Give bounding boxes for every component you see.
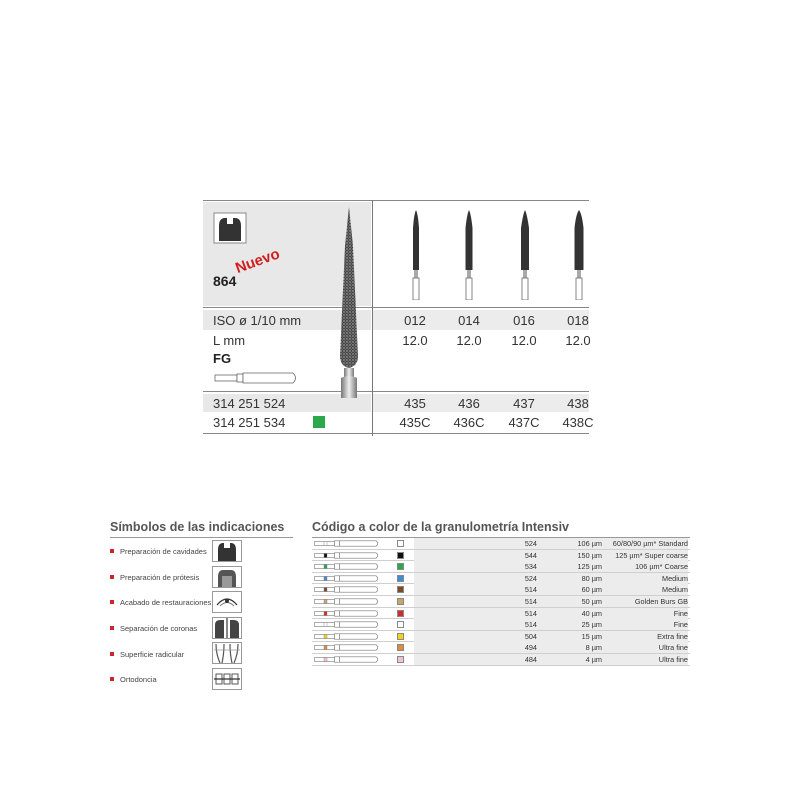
indication-item [110, 541, 207, 561]
grit-ring [324, 542, 327, 546]
indications-title: Símbolos de las indicaciones [110, 520, 285, 534]
grit-color-swatch [397, 563, 404, 570]
indication-item [110, 592, 211, 612]
grit-size: 125 µm [577, 562, 602, 572]
grit-description: Ultra fine [658, 654, 688, 664]
grit-description: 125 µm* Super coarse [615, 550, 688, 560]
crown-separation-icon [212, 617, 242, 639]
grit-description: 106 µm* Coarse [635, 562, 688, 572]
order-number: 314 251 534 [213, 415, 286, 430]
grit-description: Ultra fine [658, 643, 688, 653]
bur-shank-icon [314, 610, 380, 617]
indication-label: Superficie radicular [120, 649, 185, 659]
grit-size: 106 µm [577, 539, 602, 548]
grit-row [312, 538, 690, 550]
bullet-icon [110, 600, 114, 604]
grit-row [312, 631, 690, 643]
indication-item [110, 644, 184, 664]
grit-code: 484 [524, 654, 537, 664]
grit-ring [324, 657, 327, 661]
spec-cell: 12.0 [456, 333, 482, 348]
grit-ring [324, 565, 327, 569]
card-divider [372, 200, 373, 436]
indication-label: Preparación de cavidades [120, 546, 207, 556]
bullet-icon [110, 677, 114, 681]
grit-row [312, 584, 690, 596]
order-cell: 436 [458, 396, 480, 411]
bur-shank-icon [314, 633, 380, 640]
shank-type: FG [213, 351, 232, 366]
grit-size: 60 µm [581, 585, 602, 595]
order-cell: 437C [508, 415, 540, 430]
grit-description: 60/80/90 µm* Standard [612, 539, 688, 548]
bur-shank-icon [314, 586, 380, 593]
order-cell: 435C [399, 415, 431, 430]
grit-color-swatch [397, 656, 404, 663]
indication-label: Separación de coronas [120, 623, 198, 633]
grit-size: 80 µm [581, 573, 602, 583]
indication-item [110, 618, 197, 638]
grit-title: Código a color de la granulometría Intensiv [312, 520, 569, 534]
grit-row [312, 573, 690, 585]
bur-large-illustration [331, 206, 367, 398]
bur-shank-icon [314, 621, 380, 628]
grit-description: Medium [662, 573, 688, 583]
grit-size: 25 µm [581, 620, 602, 630]
grit-code: 544 [524, 550, 537, 560]
grit-color-swatch [397, 552, 404, 559]
grit-row [312, 550, 690, 562]
bur-icon [571, 208, 587, 300]
grit-size: 8 µm [585, 643, 602, 653]
grit-color-swatch [313, 416, 325, 428]
spec-cell: 12.0 [565, 333, 591, 348]
grit-ring [324, 646, 327, 650]
bur-shank-icon [314, 563, 380, 570]
new-label: Nuevo [233, 245, 283, 277]
product-card [203, 200, 594, 436]
spec-cell: 12.0 [402, 333, 428, 348]
grit-code: 534 [524, 562, 537, 572]
grit-description: Fine [673, 608, 688, 618]
grit-row [312, 619, 690, 631]
grit-code: 514 [524, 608, 537, 618]
order-cell: 436C [453, 415, 485, 430]
indication-label: Acabado de restauraciones [120, 597, 212, 607]
order-cell: 435 [404, 396, 426, 411]
grit-code: 514 [524, 596, 537, 606]
grit-table [312, 538, 690, 666]
indication-label: Preparación de prótesis [120, 572, 200, 582]
tooth-cavity-icon [212, 540, 242, 562]
grit-description: Golden Burs GB [634, 596, 688, 606]
indications-rule [110, 537, 293, 538]
grit-code: 514 [524, 620, 537, 630]
grit-size: 4 µm [585, 654, 602, 664]
grit-color-swatch [397, 644, 404, 651]
bur-icon [408, 208, 424, 300]
bur-icon [517, 208, 533, 300]
bullet-icon [110, 549, 114, 553]
card-top-rule [203, 200, 589, 201]
spec-cell: 12.0 [511, 333, 537, 348]
order-rule [203, 391, 589, 392]
card-bottom-rule [203, 433, 589, 434]
fg-shank-icon [213, 370, 299, 386]
grit-row [312, 596, 690, 608]
grit-ring [324, 599, 327, 603]
grit-size: 40 µm [581, 608, 602, 618]
grit-size: 15 µm [581, 631, 602, 641]
tooth-crown-icon [212, 566, 242, 588]
order-number: 314 251 524 [213, 396, 286, 411]
spec-label: ISO ø 1/10 mm [213, 313, 302, 328]
bur-shank-icon [314, 540, 380, 547]
grit-ring [324, 623, 327, 627]
grit-color-swatch [397, 586, 404, 593]
grit-code: 524 [524, 573, 537, 583]
bur-icon [461, 208, 477, 300]
grit-row [312, 608, 690, 620]
grit-ring [324, 634, 327, 638]
bullet-icon [110, 575, 114, 579]
root-surface-icon [212, 642, 242, 664]
grit-ring [324, 588, 327, 592]
grit-color-swatch [397, 621, 404, 628]
grit-code: 504 [524, 631, 537, 641]
grit-color-swatch [397, 575, 404, 582]
order-cell: 437 [513, 396, 535, 411]
grit-ring [324, 611, 327, 615]
bullet-icon [110, 626, 114, 630]
grit-row [312, 561, 690, 573]
grit-description: Medium [662, 585, 688, 595]
spec-label: L mm [213, 333, 246, 348]
indication-item [110, 567, 199, 587]
bur-shank-icon [314, 552, 380, 559]
order-cell: 438C [562, 415, 594, 430]
grit-color-swatch [397, 610, 404, 617]
ref-number: 864 [213, 273, 237, 289]
grit-color-swatch [397, 633, 404, 640]
spec-rule [203, 307, 589, 308]
header-band-right [372, 202, 589, 306]
grit-description: Fine [673, 620, 688, 630]
order-cell: 438 [567, 396, 589, 411]
bur-shank-icon [314, 575, 380, 582]
spec-cell: 012 [404, 313, 426, 328]
grit-row [312, 654, 690, 666]
grit-ring [324, 553, 327, 557]
orthodontic-bracket-icon [212, 668, 242, 690]
polishing-icon [212, 591, 242, 613]
grit-row [312, 642, 690, 654]
grit-color-swatch [397, 598, 404, 605]
grit-code: 524 [524, 539, 537, 548]
grit-size: 50 µm [581, 596, 602, 606]
grit-description: Extra fine [657, 631, 688, 641]
tooth-cavity-icon [213, 212, 247, 244]
spec-cell: 018 [567, 313, 589, 328]
bur-shank-icon [314, 644, 380, 651]
grit-code: 494 [524, 643, 537, 653]
spec-cell: 016 [513, 313, 535, 328]
indication-label: Ortodoncia [120, 674, 157, 684]
bur-shank-icon [314, 656, 380, 663]
grit-color-swatch [397, 540, 404, 547]
grit-ring [324, 576, 327, 580]
spec-cell: 014 [458, 313, 480, 328]
bur-shank-icon [314, 598, 380, 605]
grit-code: 514 [524, 585, 537, 595]
grit-size: 150 µm [577, 550, 602, 560]
bullet-icon [110, 652, 114, 656]
indication-item [110, 669, 157, 689]
